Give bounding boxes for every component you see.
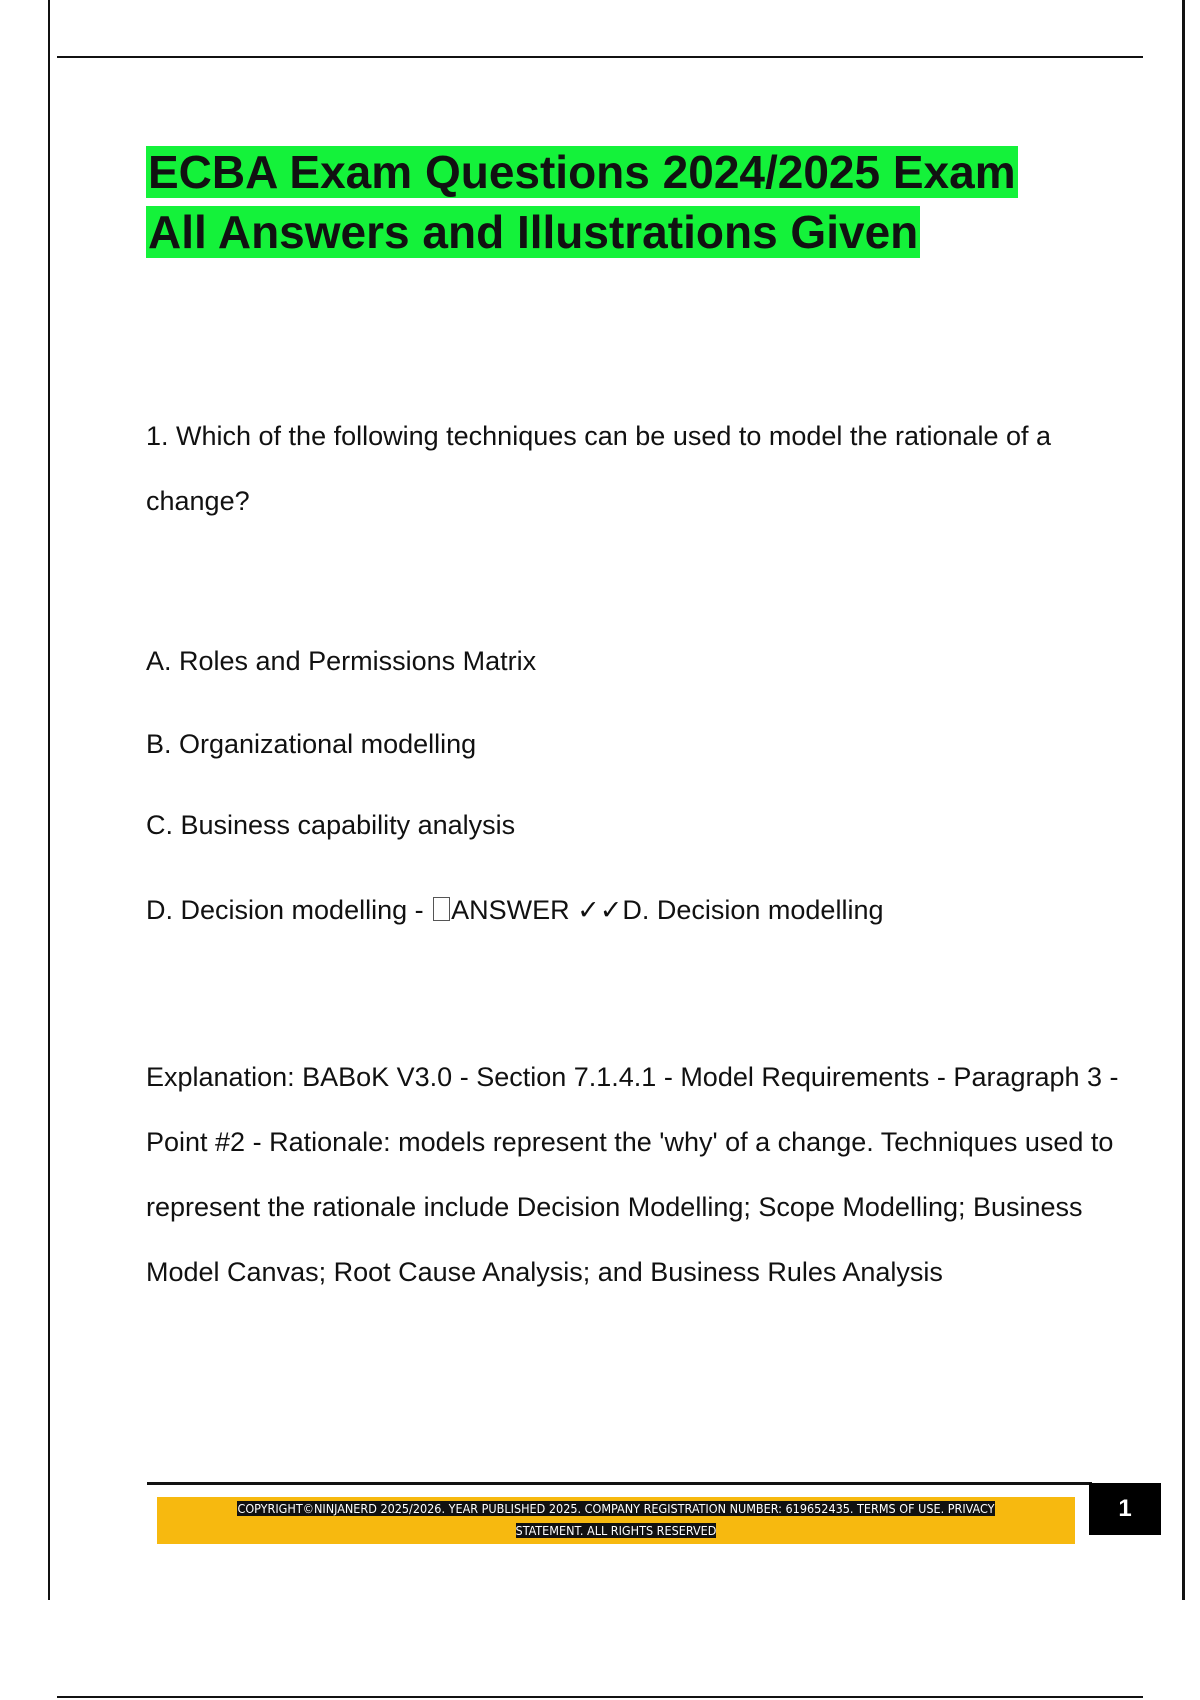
option-d-prefix: D. Decision modelling -	[146, 895, 432, 925]
option-c: C. Business capability analysis	[146, 810, 516, 840]
option-a: A. Roles and Permissions Matrix	[146, 646, 537, 676]
copyright-line-2: STATEMENT. ALL RIGHTS RESERVED	[515, 1523, 717, 1538]
next-page-divider	[57, 1696, 1143, 1698]
option-d	[146, 890, 883, 930]
missing-glyph-icon	[433, 897, 450, 921]
copyright-line-1: COPYRIGHT©NINJANERD 2025/2026. YEAR PUBLISHED 2025. COMPANY REGISTRATION NUMBER: 619652435. TERMS OF USE. PRIVACY	[237, 1501, 995, 1516]
title-line-1: ECBA Exam Questions 2024/2025 Exam	[148, 146, 1016, 198]
explanation-text: Explanation: BABoK V3.0 - Section 7.1.4.1 - Model Requirements - Paragraph 3 - Point #2 - Rationale: models represent the 'why' of a change. Techniques used to represent the rationale include Decision Modelling; Scope Modelling; Business Model Canvas; Root Cause Analysis; and Business Rules Analysis	[146, 1062, 1119, 1287]
page-number: 1	[1089, 1483, 1161, 1535]
page-border-right	[1182, 0, 1185, 1600]
footer-divider	[147, 1482, 1092, 1485]
header-divider	[57, 56, 1143, 58]
title-line-2: All Answers and Illustrations Given	[148, 206, 919, 258]
page-border-left	[48, 0, 50, 1600]
document-title	[146, 142, 1086, 262]
question-text: 1. Which of the following techniques can be used to model the rationale of a change?	[146, 421, 1052, 516]
copyright-notice	[157, 1497, 1075, 1544]
answer-text: ANSWER ✓✓D. Decision modelling	[451, 895, 884, 925]
option-b: B. Organizational modelling	[146, 729, 477, 759]
